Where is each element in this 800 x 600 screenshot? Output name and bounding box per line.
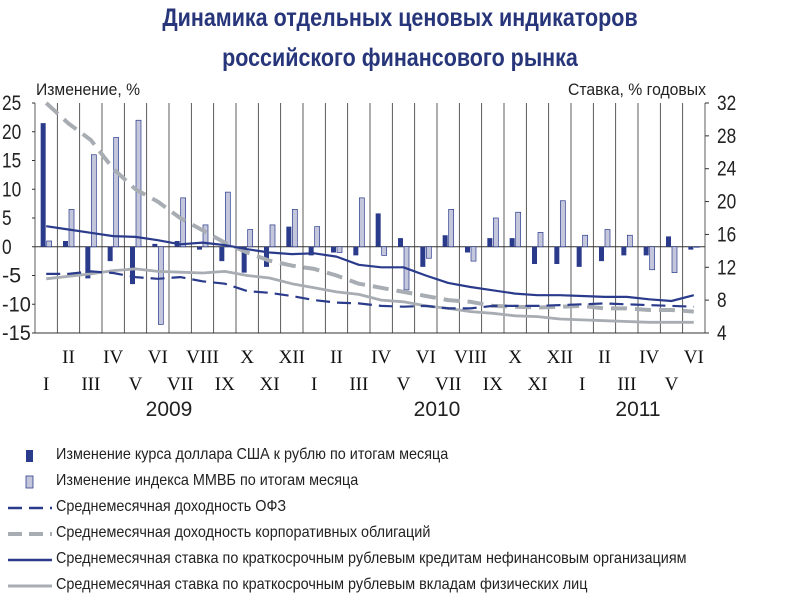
month-label-lower: III xyxy=(349,374,369,395)
bar-usd-rate xyxy=(688,247,693,250)
left-axis-tick-label: 25 xyxy=(2,92,22,115)
month-label-upper: VIII xyxy=(454,347,487,368)
bar-micex-index xyxy=(627,235,632,247)
month-label-upper: X xyxy=(240,347,255,368)
legend-label: Среднемесячная ставка по краткосрочным рублевым кредитам нефинансовым организациям xyxy=(56,550,687,567)
legend-swatch-light-bar xyxy=(8,470,52,494)
month-label-lower: IX xyxy=(482,374,503,395)
left-axis-label: Изменение, % xyxy=(36,80,140,99)
year-label: 2009 xyxy=(145,398,193,421)
right-axis-tick-label: 20 xyxy=(717,190,737,214)
legend-swatch-dark-dash xyxy=(8,496,52,520)
legend xyxy=(0,440,800,600)
month-label-upper: II xyxy=(330,347,343,368)
right-axis-tick-label: 24 xyxy=(717,157,737,181)
legend-label: Изменение курса доллара США к рублю по итогам месяца xyxy=(56,446,449,463)
right-axis-tick-label: 32 xyxy=(717,92,737,115)
month-label-upper: VIII xyxy=(186,347,219,368)
bar-micex-index xyxy=(114,138,119,247)
legend-item-deposit-rate xyxy=(0,574,800,598)
month-label-upper: II xyxy=(598,347,611,368)
legend-swatch-gray-line xyxy=(8,574,52,598)
year-label: 2011 xyxy=(615,398,661,421)
bar-micex-index xyxy=(136,120,141,247)
chart-title-line1: Динамика отдельных ценовых индикаторов xyxy=(162,4,638,32)
legend-label: Среднемесячная доходность ОФЗ xyxy=(56,498,287,515)
bar-micex-index xyxy=(694,247,699,248)
right-axis-tick-label: 16 xyxy=(717,223,737,247)
month-label-lower: IX xyxy=(214,374,235,395)
month-label-lower: XI xyxy=(259,374,280,395)
left-axis-tick-label: 0 xyxy=(2,235,12,259)
right-axis-tick-label: 8 xyxy=(717,289,727,313)
left-axis-tick-label: -15 xyxy=(2,322,31,345)
bar-usd-rate xyxy=(420,247,425,267)
bar-usd-rate xyxy=(331,247,336,253)
bar-usd-rate xyxy=(376,213,381,246)
left-axis-tick-label: 20 xyxy=(2,120,22,144)
bar-usd-rate xyxy=(130,247,135,284)
bar-usd-rate xyxy=(554,247,559,264)
legend-item-ofz-yield xyxy=(0,496,800,520)
month-label-lower: III xyxy=(81,374,101,395)
bar-usd-rate xyxy=(510,238,515,247)
bar-micex-index xyxy=(493,218,498,247)
legend-swatch-gray-dash xyxy=(8,522,52,546)
bar-micex-index xyxy=(248,230,253,247)
legend-label: Среднемесячная доходность корпоративных облигаций xyxy=(56,524,431,541)
bar-usd-rate xyxy=(644,247,649,256)
month-label-lower: V xyxy=(128,374,143,395)
bar-micex-index xyxy=(605,230,610,247)
bar-usd-rate xyxy=(197,247,202,250)
bar-micex-index xyxy=(69,209,74,246)
bar-micex-index xyxy=(560,201,565,247)
right-axis-tick-label: 28 xyxy=(717,124,737,148)
bar-usd-rate xyxy=(599,247,604,261)
month-label-lower: V xyxy=(664,374,679,395)
bar-micex-index xyxy=(359,198,364,247)
bar-micex-index xyxy=(471,247,476,261)
left-axis-tick-label: 10 xyxy=(2,178,22,202)
month-label-lower: I xyxy=(579,374,586,395)
bar-micex-index xyxy=(672,247,677,273)
bar-usd-rate xyxy=(286,227,291,247)
legend-item-micex-index xyxy=(0,470,800,494)
month-label-lower: XI xyxy=(527,374,548,395)
bar-micex-index xyxy=(538,232,543,246)
month-label-upper: XII xyxy=(546,347,574,368)
bar-micex-index xyxy=(47,241,52,247)
chart-title-line2: российского финансового рынка xyxy=(222,44,578,72)
left-axis-tick-label: 5 xyxy=(2,207,12,230)
month-label-lower: VII xyxy=(434,374,462,395)
month-label-upper: VI xyxy=(683,347,704,368)
left-axis-tick-label: 15 xyxy=(2,149,22,173)
month-label-upper: VI xyxy=(415,347,436,368)
left-axis-tick-label: -5 xyxy=(2,264,22,288)
bar-usd-rate xyxy=(443,235,448,247)
bar-micex-index xyxy=(583,235,588,247)
month-label-lower: VII xyxy=(166,374,194,395)
bar-micex-index xyxy=(181,198,186,247)
bar-micex-index xyxy=(315,227,320,247)
legend-item-usd-rate xyxy=(0,444,800,468)
right-axis-tick-label: 4 xyxy=(717,322,727,345)
bar-micex-index xyxy=(225,192,230,247)
left-axis-tick-label: -10 xyxy=(2,293,31,317)
month-label-lower: V xyxy=(396,374,411,395)
bar-micex-index xyxy=(270,225,275,247)
bar-usd-rate xyxy=(398,238,403,247)
bar-micex-index xyxy=(158,247,163,325)
month-label-upper: II xyxy=(62,347,75,368)
bar-usd-rate xyxy=(41,123,46,247)
bar-usd-rate xyxy=(577,247,582,267)
month-label-upper: VI xyxy=(147,347,168,368)
legend-label: Среднемесячная ставка по краткосрочным рублевым вкладам физических лиц xyxy=(56,576,588,593)
legend-item-corporate-yield xyxy=(0,522,800,546)
month-label-upper: XII xyxy=(278,347,306,368)
bar-usd-rate xyxy=(63,241,68,247)
month-label-upper: IV xyxy=(103,347,124,368)
bar-micex-index xyxy=(516,212,521,247)
bar-usd-rate xyxy=(621,247,626,256)
bar-usd-rate xyxy=(465,247,470,253)
bar-usd-rate xyxy=(219,247,224,261)
bar-micex-index xyxy=(426,247,431,259)
bar-usd-rate xyxy=(532,247,537,264)
month-label-upper: IV xyxy=(371,347,392,368)
right-axis-tick-label: 12 xyxy=(717,256,737,280)
right-axis-label: Ставка, % годовых xyxy=(568,80,707,99)
month-label-lower: III xyxy=(617,374,637,395)
month-label-upper: IV xyxy=(639,347,660,368)
bar-usd-rate xyxy=(487,238,492,247)
month-label-upper: X xyxy=(508,347,523,368)
bar-usd-rate xyxy=(666,236,671,246)
year-label: 2010 xyxy=(413,398,461,421)
bar-usd-rate xyxy=(152,244,157,247)
legend-item-loan-rate xyxy=(0,548,800,572)
legend-swatch-dark-bar xyxy=(8,444,52,468)
legend-swatch-dark-line xyxy=(8,548,52,572)
bar-micex-index xyxy=(382,247,387,256)
bar-micex-index xyxy=(337,247,342,253)
bar-usd-rate xyxy=(264,247,269,267)
bar-micex-index xyxy=(650,247,655,270)
month-label-lower: I xyxy=(43,374,50,395)
bar-usd-rate xyxy=(108,247,113,261)
bar-micex-index xyxy=(292,209,297,246)
month-label-lower: I xyxy=(311,374,318,395)
bar-micex-index xyxy=(449,209,454,246)
legend-label: Изменение индекса ММВБ по итогам месяца xyxy=(56,472,359,489)
bar-usd-rate xyxy=(353,247,358,256)
